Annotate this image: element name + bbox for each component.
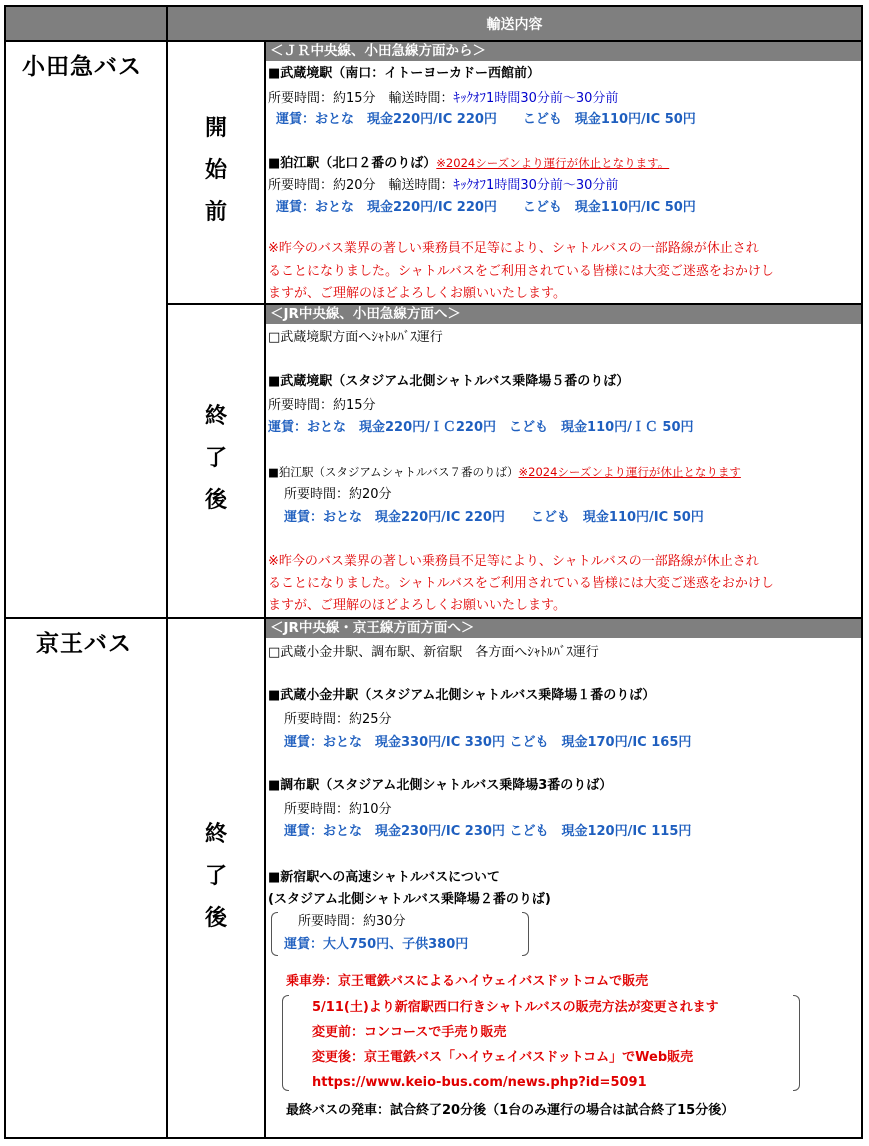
route-title: ■新宿駅への高速シャトルバスについて xyxy=(268,870,500,885)
route-time: 所要時間：約25分 xyxy=(284,712,392,727)
service-note: □武蔵境駅方面へｼｬﾄﾙﾊﾞｽ運行 xyxy=(268,330,443,345)
apology-line: ることになりました。シャトルバスをご利用されている皆様には大変ご迷惑をおかけし xyxy=(268,264,774,279)
suspension-notice: ※2024シーズンより運行が休止となります xyxy=(518,465,741,479)
label-before-start: 開 始 前 xyxy=(204,116,227,225)
route-fare: 運賃：おとな 現金220円/IC 220円 こども 現金110円/IC 50円 xyxy=(276,200,696,215)
service-note: □武蔵小金井駅、調布駅、新宿駅 各方面へｼｬﾄﾙﾊﾞｽ運行 xyxy=(268,645,599,660)
route-time: 所要時間：約20分 輸送時間：ｷｯｸｵﾌ1時間30分前〜30分前 xyxy=(268,178,619,193)
transport-table xyxy=(4,5,863,1139)
apology-line: ※昨今のバス業界の著しい乗務員不足等により、シャトルバスの一部路線が休止され xyxy=(268,554,759,569)
route-time: 所要時間：約15分 xyxy=(268,398,376,413)
news-link[interactable]: https://www.keio-bus.com/news.php?id=5091 xyxy=(312,1075,647,1090)
last-bus-info: 最終バスの発車：試合終了20分後（1台のみ運行の場合は試合終了15分後） xyxy=(286,1103,735,1118)
section-heading: ＜ＪＲ中央線、小田急線方面から＞ xyxy=(266,42,861,61)
route-title: ■調布駅（スタジアム北側シャトルバス乗降場3番のりば） xyxy=(268,778,613,793)
change-after: 変更後：京王電鉄バス「ハイウェイバスドットコム」でWeb販売 xyxy=(312,1050,694,1065)
section-keio-after xyxy=(266,619,861,638)
bracket-right xyxy=(522,912,529,956)
route-title: ■武蔵小金井駅（スタジアム北側シャトルバス乗降場１番のりば） xyxy=(268,688,656,703)
suspension-notice: ※2024シーズンより運行が休止となります。 xyxy=(436,156,670,170)
route-time: 所要時間：約10分 xyxy=(284,802,392,817)
company-odakyu: 小田急バス xyxy=(22,54,142,80)
bracket-left xyxy=(271,912,278,956)
apology-line: ますが、ご理解のほどよろしくお願いいたします。 xyxy=(268,598,566,613)
route-title: ■狛江駅（北口２番のりば）※2024シーズンより運行が休止となります。 xyxy=(268,156,670,171)
column-divider-2 xyxy=(264,40,266,1139)
route-time: 所要時間：約30分 xyxy=(298,914,406,929)
route-fare: 運賃：おとな 現金220円/IC 220円 こども 現金110円/IC 50円 xyxy=(276,112,696,127)
apology-line: ることになりました。シャトルバスをご利用されている皆様には大変ご迷惑をおかけし xyxy=(268,576,774,591)
bracket-right xyxy=(793,995,800,1091)
ticket-info: 乗車券：京王電鉄バスによるハイウェイバスドットコムで販売 xyxy=(286,974,649,989)
bracket-left xyxy=(282,995,289,1091)
route-stop: (スタジアム北側シャトルバス乗降場２番のりば) xyxy=(268,892,551,907)
header-title: 輸送内容 xyxy=(166,5,863,42)
company-keio: 京王バス xyxy=(36,631,132,657)
column-divider-1 xyxy=(166,40,168,1139)
route-fare: 運賃：おとな 現金330円/IC 330円 こども 現金170円/IC 165円 xyxy=(284,735,692,750)
apology-line: ますが、ご理解のほどよろしくお願いいたします。 xyxy=(268,286,566,301)
route-title: ■武蔵境駅（南口：イトーヨーカドー西館前） xyxy=(268,66,541,81)
apology-line: ※昨今のバス業界の著しい乗務員不足等により、シャトルバスの一部路線が休止され xyxy=(268,241,759,256)
change-notice: 5/11(土)より新宿駅西口行きシャトルバスの販売方法が変更されます xyxy=(312,1000,719,1015)
section-heading: ＜JR中央線、小田急線方面へ＞ xyxy=(266,305,861,324)
section-odakyu-before xyxy=(266,42,861,61)
section-heading: ＜JR中央線・京王線方面方面へ＞ xyxy=(266,619,861,638)
route-fare: 運賃：おとな 現金220円/IC 220円 こども 現金110円/IC 50円 xyxy=(284,510,704,525)
route-title: ■狛江駅（スタジアムシャトルバス７番のりば）※2024シーズンより運行が休止となります xyxy=(268,465,741,479)
route-fare: 運賃：おとな 現金220円/ＩＣ220円 こども 現金110円/ＩＣ 50円 xyxy=(268,420,694,435)
header-blank-cell xyxy=(4,5,168,42)
route-fare: 運賃：大人750円、子供380円 xyxy=(284,937,469,952)
route-fare: 運賃：おとな 現金230円/IC 230円 こども 現金120円/IC 115円 xyxy=(284,824,692,839)
label-after-end-odakyu: 終 了 後 xyxy=(204,404,227,513)
change-before: 変更前：コンコースで手売り販売 xyxy=(312,1025,507,1040)
route-time: 所要時間：約15分 輸送時間：ｷｯｸｵﾌ1時間30分前〜30分前 xyxy=(268,91,619,106)
route-title: ■武蔵境駅（スタジアム北側シャトルバス乗降場５番のりば） xyxy=(268,374,630,389)
route-time: 所要時間：約20分 xyxy=(284,487,392,502)
section-odakyu-after xyxy=(266,305,861,324)
label-after-end-keio: 終 了 後 xyxy=(204,822,227,931)
